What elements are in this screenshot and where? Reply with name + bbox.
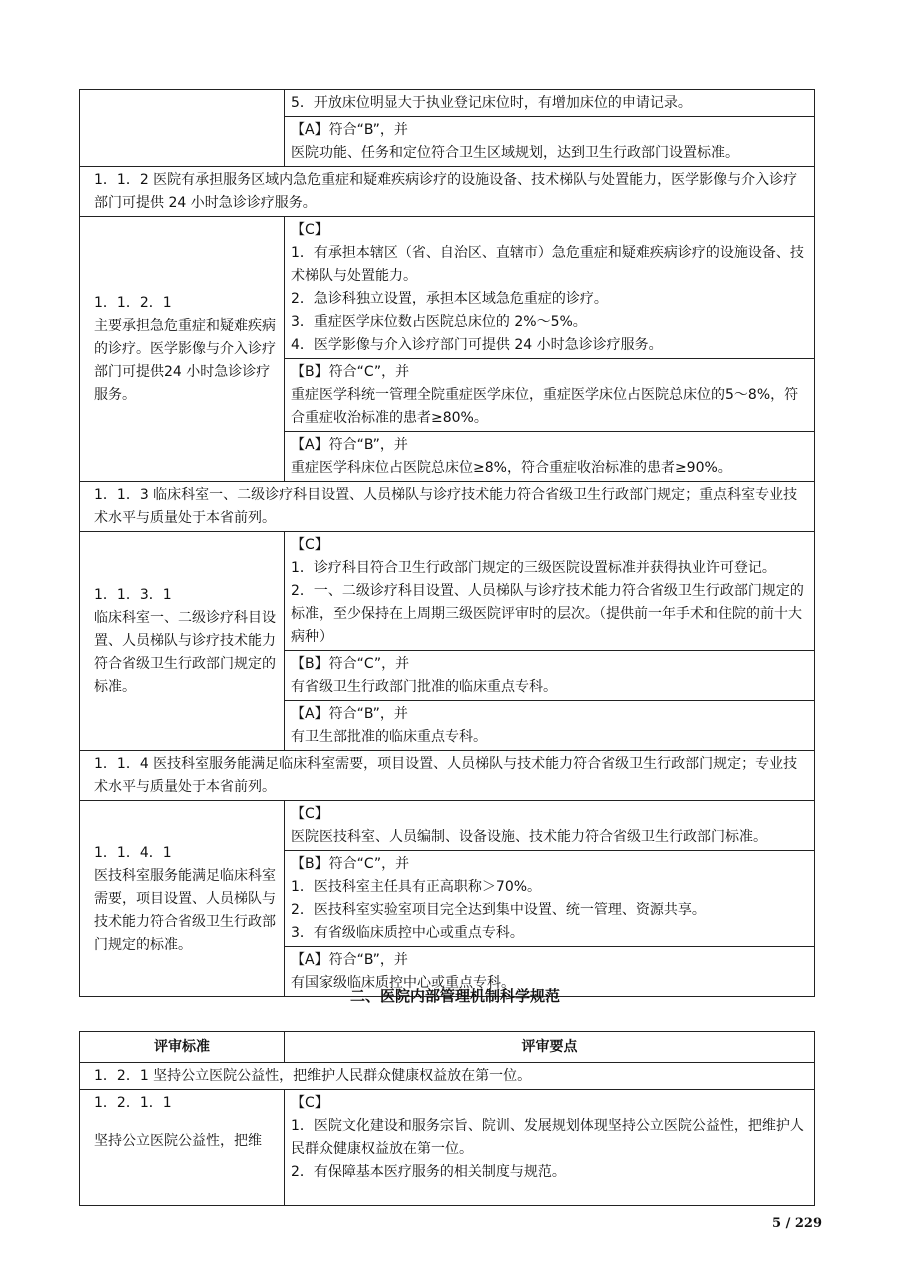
- criteria-line: 有省级卫生行政部门批准的临床重点专科。: [291, 679, 557, 695]
- header-row: [80, 1032, 815, 1063]
- section-1-2-1: 1．2．1 坚持公立医院公益性，把维护人民群众健康权益放在第一位。: [80, 1063, 815, 1090]
- criteria-line: 有卫生部批准的临床重点专科。: [291, 729, 487, 745]
- criteria-line: 2．医技科室实验室项目完全达到集中设置、统一管理、资源共享。: [291, 902, 706, 918]
- grade-c-label: 【C】: [291, 1095, 329, 1111]
- grade-c-cell: [285, 217, 815, 359]
- table-row: [80, 90, 815, 117]
- grade-c-label: 【C】: [291, 806, 329, 822]
- grade-a-label: 【A】符合“B”，并: [291, 437, 408, 453]
- table-row: [80, 532, 815, 651]
- empty-cell: [80, 90, 285, 167]
- item-text: 临床科室一、二级诊疗科目设置、人员梯队与诊疗技术能力符合省级卫生行政部门规定的标准。: [94, 610, 276, 695]
- grade-a-label: 【A】符合“B”，并: [291, 122, 408, 138]
- section-row: [80, 482, 815, 532]
- criteria-line: 1．医院文化建设和服务宗旨、院训、发展规划体现坚持公立医院公益性，把维护人民群众健康权益放在第一位。: [291, 1118, 804, 1157]
- section-1-1-2: 1．1．2 医院有承担服务区域内急危重症和疑难疾病诊疗的设施设备、技术梯队与处置能力，医学影像与介入诊疗部门可提供 24 小时急诊诊疗服务。: [80, 167, 815, 217]
- item-text: 医技科室服务能满足临床科室需要，项目设置、人员梯队与技术能力符合省级卫生行政部门规定的标准。: [94, 867, 276, 953]
- item-text: 坚持公立医院公益性，把维: [94, 1133, 262, 1149]
- section-1-1-4: 1．1．4 医技科室服务能满足临床科室需要，项目设置、人员梯队与技术能力符合省级卫生行政部门规定；专业技术水平与质量处于本省前列。: [80, 751, 815, 801]
- criteria-line: 医院医技科室、人员编制、设备设施、技术能力符合省级卫生行政部门标准。: [291, 829, 767, 845]
- grade-c-cell: [285, 1090, 815, 1206]
- page-number: 5 / 229: [772, 1216, 822, 1231]
- grade-b-cell: [285, 651, 815, 701]
- criteria-line: 2．一、二级诊疗科目设置、人员梯队与诊疗技术能力符合省级卫生行政部门规定的标准，至少保持在上周期三级医院评审时的层次。（提供前一年手术和住院的前十大病种）: [291, 583, 804, 645]
- item-1-2-1-1: [80, 1090, 285, 1206]
- table-row: [80, 801, 815, 851]
- section-heading: 二、医院内部管理机制科学规范: [349, 987, 560, 1005]
- item-1-1-2-1: [80, 217, 285, 482]
- column-header-standard: 评审标准: [80, 1032, 285, 1063]
- section-1-1-3: 1．1．3 临床科室一、二级诊疗科目设置、人员梯队与诊疗技术能力符合省级卫生行政部门规定；重点科室专业技术水平与质量处于本省前列。: [80, 482, 815, 532]
- criteria-line: 2．急诊科独立设置，承担本区域急危重症的诊疗。: [291, 291, 608, 307]
- grade-b-cell: [285, 359, 815, 432]
- grade-a-cell: [285, 701, 815, 751]
- management-table: [79, 1031, 815, 1206]
- table-row: [80, 217, 815, 359]
- table-row: [80, 1090, 815, 1206]
- criteria-line: 1．诊疗科目符合卫生行政部门规定的三级医院设置标准并获得执业许可登记。: [291, 560, 776, 576]
- column-header-points: 评审要点: [285, 1032, 815, 1063]
- grade-b-label: 【B】符合“C”，并: [291, 364, 410, 380]
- item-number: 1．1．3．1: [94, 587, 172, 603]
- grade-c-label: 【C】: [291, 537, 329, 553]
- standards-table: [79, 89, 815, 997]
- grade-b-cell: [285, 851, 815, 947]
- grade-b-label: 【B】符合“C”，并: [291, 856, 410, 872]
- grade-c-label: 【C】: [291, 222, 329, 238]
- criteria-line: 3．有省级临床质控中心或重点专科。: [291, 925, 524, 941]
- section-row: [80, 167, 815, 217]
- criteria-line: 3．重症医学床位数占医院总床位的 2%～5%。: [291, 314, 587, 330]
- grade-b-label: 【B】符合“C”，并: [291, 656, 410, 672]
- grade-a-text: 医院功能、任务和定位符合卫生区域规划，达到卫生行政部门设置标准。: [291, 145, 739, 161]
- item-1-1-4-1: [80, 801, 285, 997]
- grade-a-cell: [285, 117, 815, 167]
- section-row: [80, 1063, 815, 1090]
- criteria-line: 重症医学科床位占医院总床位≥8%，符合重症收治标准的患者≥90%。: [291, 460, 732, 476]
- criteria-line: 4．医学影像与介入诊疗部门可提供 24 小时急诊诊疗服务。: [291, 337, 663, 353]
- item-1-1-3-1: [80, 532, 285, 751]
- item-number: 1．1．2．1: [94, 295, 172, 311]
- item-number: 1．1．4．1: [94, 844, 172, 861]
- grade-a-label: 【A】符合“B”，并: [291, 706, 408, 722]
- criteria-line: 1．医技科室主任具有正高职称＞70%。: [291, 879, 542, 895]
- grade-c-cell: [285, 801, 815, 851]
- criteria-line: 重症医学科统一管理全院重症医学床位，重症医学床位占医院总床位的5～8%，符合重症收治标准的患者≥80%。: [291, 387, 799, 426]
- grade-a-label: 【A】符合“B”，并: [291, 952, 408, 968]
- item-text: 主要承担急危重症和疑难疾病的诊疗。医学影像与介入诊疗部门可提供24 小时急诊诊疗服务。: [94, 318, 276, 403]
- criteria-line: 1．有承担本辖区（省、自治区、直辖市）急危重症和疑难疾病诊疗的设施设备、技术梯队与处置能力。: [291, 245, 804, 284]
- grade-c-cell: [285, 532, 815, 651]
- criteria-line: 5．开放床位明显大于执业登记床位时，有增加床位的申请记录。: [291, 95, 692, 111]
- grade-a-cell: [285, 432, 815, 482]
- criteria-line: 2．有保障基本医疗服务的相关制度与规范。: [291, 1164, 566, 1180]
- criteria-line: 有国家级临床质控中心或重点专科。: [291, 975, 515, 991]
- section-row: [80, 751, 815, 801]
- item-number: 1．2．1．1: [94, 1095, 172, 1111]
- criteria-cell: [285, 90, 815, 117]
